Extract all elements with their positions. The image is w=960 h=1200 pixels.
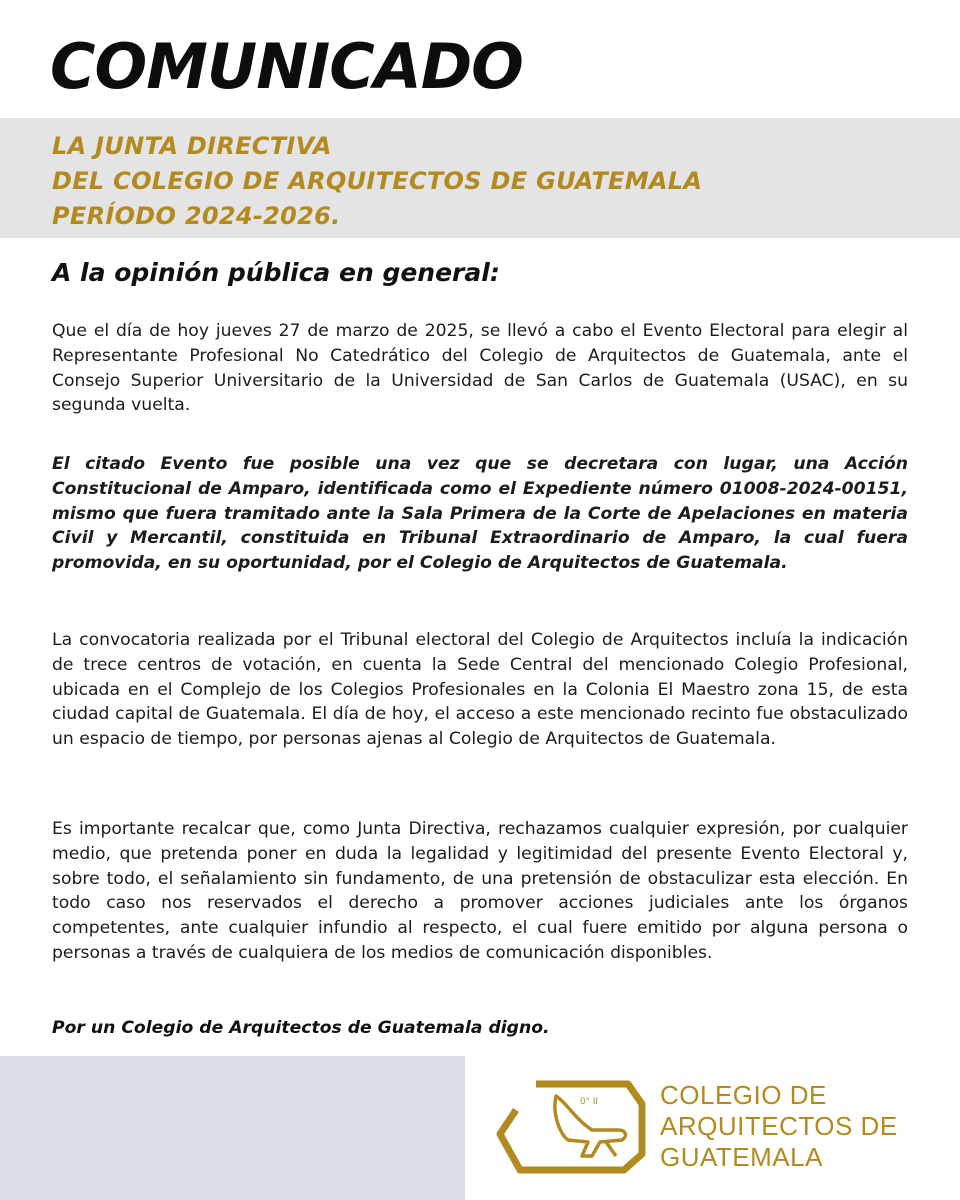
page-title: COMUNICADO (50, 30, 523, 103)
header-band (0, 118, 960, 238)
organization-name (660, 1080, 898, 1173)
org-name-line-2: ARQUITECTOS DE (660, 1111, 898, 1141)
architect-chair-logo-icon (496, 1074, 646, 1174)
paragraph-3: La convocatoria realizada por el Tribunal electoral del Colegio de Arquitectos incluía la indicación de trece centros de votación, en cuenta la Sede Central del mencionado Colegio Profesional, ubicada en el Complejo de los Colegios Profesionales en la Colonia El Maestro zona 15, de esta ciudad capital de Guatemala. El día de hoy, el acceso a este mencionado recinto fue obstaculizado un espacio de tiempo, por personas ajenas al Colegio de Arquitectos de Guatemala. (52, 630, 908, 750)
org-name-line-3: GUATEMALA (660, 1142, 823, 1172)
band-line-1: LA JUNTA DIRECTIVA (52, 132, 332, 160)
logo-mark-text: 0" II (580, 1097, 599, 1107)
band-line-2: DEL COLEGIO DE ARQUITECTOS DE GUATEMALA (52, 167, 703, 195)
band-line-3: PERÍODO 2024-2026. (52, 202, 341, 230)
org-name-line-1: COLEGIO DE (660, 1080, 827, 1110)
salutation: A la opinión pública en general: (52, 258, 500, 287)
closing-statement: Por un Colegio de Arquitectos de Guatemala digno. (52, 1018, 550, 1038)
footer-band (0, 1056, 465, 1200)
paragraph-2: El citado Evento fue posible una vez que se decretara con lugar, una Acción Constitucional de Amparo, identificada como el Expediente número 01008-2024-00151, mismo que fuera tramitado ante la Sala Primera de la Corte de Apelaciones en materia Civil y Mercantil, constituida en Tribunal Extraordinario de Amparo, la cual fuera promovida, en su oportunidad, por el Colegio de Arquitectos de Guatemala. (52, 454, 908, 574)
paragraph-1: Que el día de hoy jueves 27 de marzo de 2025, se llevó a cabo el Evento Electoral para elegir al Representante Profesional No Catedrático del Colegio de Arquitectos de Guatemala, ante el Consejo Superior Universitario de la Universidad de San Carlos de Guatemala (USAC), en su segunda vuelta. (52, 321, 908, 416)
paragraph-4: Es importante recalcar que, como Junta Directiva, rechazamos cualquier expresión, por cualquier medio, que pretenda poner en duda la legalidad y legitimidad del presente Evento Electoral y, sobre todo, el señalamiento sin fundamento, de una pretensión de obstaculizar esta elección. En todo caso nos reservados el derecho a promover acciones judiciales ante los órganos competentes, ante cualquier infundio al respecto, el cual fuere emitido por alguna persona o personas a través de cualquiera de los medios de comunicación disponibles. (52, 819, 908, 963)
